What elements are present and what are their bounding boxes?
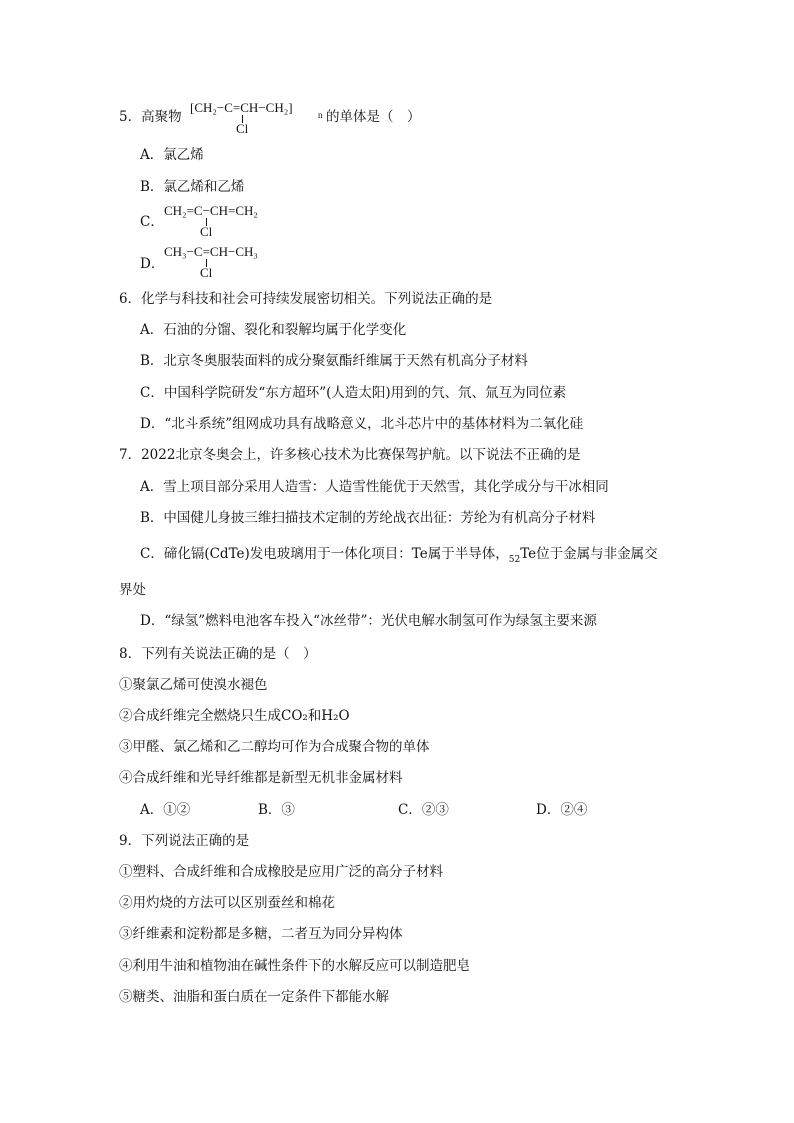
q8-statement-2: ②合成纤维完全燃烧只生成CO₂和H₂O [119,708,350,724]
q7-option-c [140,545,658,565]
q5-option-d-label: D． [140,256,165,272]
q8-statement-4: ④合成纤维和光导纤维都是新型无机非金属材料 [119,770,403,786]
q7-option-d: D．“绿氢”燃料电池客车投入“冰丝带”：光伏电解水制氢可作为绿氢主要来源 [140,613,597,629]
q6-option-d: D．“北斗系统”组网成功具有战略意义，北斗芯片中的基体材料为二氧化硅 [140,416,584,432]
q6-stem: 6．化学与科技和社会可持续发展密切相关。下列说法正确的是 [119,291,493,307]
q5-option-a: A．氯乙烯 [140,147,204,163]
q7-option-c-text: C．碲化镉(CdTe)发电玻璃用于一体化项目：Te属于半导体， [140,546,509,562]
q8-statement-3: ③甲醛、氯乙烯和乙二醇均可作为合成聚合物的单体 [119,739,430,755]
q8-stem: 8．下列有关说法正确的是（ ） [119,646,317,662]
q5-option-c-cl: Cl [200,224,213,239]
q7-option-a: A．雪上项目部分采用人造雪：人造雪性能优于天然雪，其化学成分与干冰相同 [140,479,609,495]
q7-option-b: B．中国健儿身披三维扫描技术定制的芳纶战衣出征：芳纶为有机高分子材料 [140,510,596,526]
q9-statement-3: ③纤维素和淀粉都是多糖，二者互为同分异构体 [119,926,403,942]
q7-option-c-element: Te [520,546,537,562]
q5-option-d-cl: Cl [200,265,213,280]
q9-statement-4: ④利用牛油和植物油在碱性条件下的水解反应可以制造肥皂 [119,958,470,974]
q6-option-a: A．石油的分馏、裂化和裂解均属于化学变化 [140,322,407,338]
q8-option-b: B．③ [258,802,295,818]
q5-option-b: B．氯乙烯和乙烯 [140,179,245,195]
q5-option-c-label: C． [140,214,164,230]
q5-stem-tail: 的单体是（ ） [326,109,421,125]
q8-option-c: C．②③ [398,802,449,818]
q5-polymer-cl: Cl [236,121,249,136]
q5-polymer-formula: [CH₂−C=CH−CH₂] [190,100,293,115]
q8-option-a: A．①② [140,802,191,818]
q7-option-c-text-2: 位于金属与非金属交 [536,546,658,562]
q8-statement-1: ①聚氯乙烯可使溴水褪色 [119,677,268,693]
q8-option-d: D．②④ [536,802,588,818]
q9-statement-5: ⑤糖类、油脂和蛋白质在一定条件下都能水解 [119,989,389,1005]
q9-statement-1: ①塑料、合成纤维和合成橡胶是应用广泛的高分子材料 [119,864,443,880]
q9-statement-2: ②用灼烧的方法可以区别蚕丝和棉花 [119,895,335,911]
q6-option-b: B．北京冬奥服装面料的成分聚氨酯纤维属于天然有机高分子材料 [140,353,528,369]
q6-option-c: C．中国科学院研发“东方超环”(人造太阳)用到的氕、氘、氚互为同位素 [140,385,567,401]
q5-option-d-formula: CH₃−C=CH−CH₃ [164,244,258,259]
q7-option-c-continued: 界处 [119,582,146,598]
q9-stem: 9．下列说法正确的是 [119,833,250,849]
q7-stem: 7．2022北京冬奥会上，许多核心技术为比赛保驾护航。以下说法不正确的是 [119,447,581,463]
q5-stem-number: 5．高聚物 [119,109,182,125]
q7-option-c-atomic-number: 52 [508,555,521,565]
q5-option-c-formula: CH₂=C−CH=CH₂ [164,203,258,218]
q5-polymer-n: n [318,110,323,120]
